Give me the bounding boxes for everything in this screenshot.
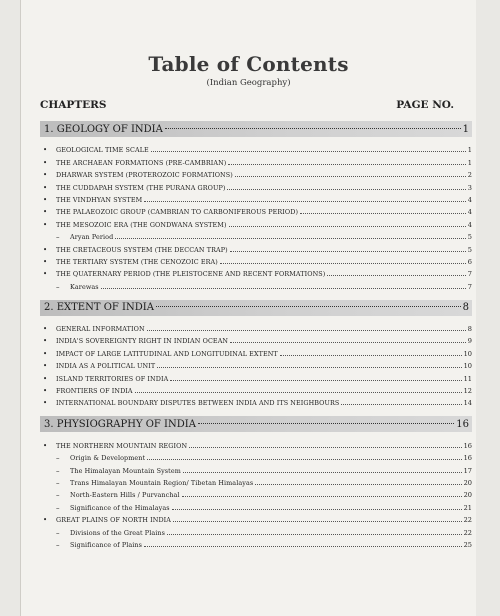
leader-dots <box>170 379 461 381</box>
entry-page-number: 14 <box>463 399 472 408</box>
toc-subentry <box>40 537 472 549</box>
entry-title: GEOLOGICAL TIME SCALE <box>56 146 149 155</box>
leader-dots <box>227 188 465 190</box>
entry-title: Aryan Period <box>70 233 114 242</box>
leader-dots <box>167 533 462 535</box>
leader-dots <box>165 127 461 129</box>
bullet-marker: • <box>43 441 48 450</box>
entry-page-number: 16 <box>463 454 472 463</box>
toc-entry <box>40 333 472 345</box>
entry-page-number: 16 <box>463 441 472 450</box>
entry-page-number: 25 <box>463 540 472 549</box>
leader-dots <box>198 422 454 424</box>
toc-subentry <box>40 450 472 462</box>
chapter-heading <box>40 300 472 316</box>
dash-marker: – <box>56 454 60 463</box>
entry-page-number: 4 <box>467 208 472 217</box>
leader-dots <box>115 237 466 239</box>
entry-page-number: 20 <box>463 478 472 487</box>
leader-dots <box>300 212 466 214</box>
leader-dots <box>156 305 461 307</box>
entry-page-number: 4 <box>467 220 472 229</box>
entry-title: THE ARCHAEAN FORMATIONS (PRE-CAMBRIAN) <box>56 158 227 167</box>
dash-marker: – <box>56 282 60 291</box>
bullet-marker: • <box>43 158 48 167</box>
toc-entry <box>40 254 472 266</box>
leader-dots <box>229 225 466 227</box>
toc-subentry <box>40 524 472 536</box>
entry-title: Significance of the Himalayas <box>70 503 170 512</box>
page-no-header: PAGE NO. <box>396 99 454 111</box>
toc-entry <box>40 370 472 382</box>
toc-entry <box>40 192 472 204</box>
entry-title: GREAT PLAINS OF NORTH INDIA <box>56 516 172 525</box>
leader-dots <box>101 287 466 289</box>
entry-page-number: 8 <box>467 325 472 334</box>
toc-subentry <box>40 475 472 487</box>
entry-title: ISLAND TERRITORIES OF INDIA <box>56 374 169 383</box>
entry-title: DHARWAR SYSTEM (PROTEROZOIC FORMATIONS) <box>56 171 233 180</box>
entry-page-number: 2 <box>467 171 472 180</box>
entry-title: THE CUDDAPAH SYSTEM (THE PURANA GROUP) <box>56 183 226 192</box>
leader-dots <box>189 446 461 448</box>
leader-dots <box>135 391 462 393</box>
leader-dots <box>235 175 466 177</box>
bullet-marker: • <box>43 374 48 383</box>
leader-dots <box>144 200 466 202</box>
entry-title: INDIA'S SOVEREIGNTY RIGHT IN INDIAN OCEAN <box>56 337 229 346</box>
bullet-marker: • <box>43 325 48 334</box>
bullet-marker: • <box>43 516 48 525</box>
toc-subentry <box>40 278 472 290</box>
entry-page-number: 1 <box>467 158 472 167</box>
entry-page-number: 9 <box>467 337 472 346</box>
bullet-marker: • <box>43 349 48 358</box>
dash-marker: – <box>56 466 60 475</box>
toc-entry <box>40 395 472 407</box>
entry-page-number: 22 <box>463 516 472 525</box>
entry-page-number: 7 <box>467 270 472 279</box>
chapter-page-number: 16 <box>456 418 469 430</box>
entry-page-number: 20 <box>463 491 472 500</box>
leader-dots <box>230 341 466 343</box>
leader-dots <box>327 274 465 276</box>
leader-dots <box>230 250 466 252</box>
dash-marker: – <box>56 503 60 512</box>
entry-page-number: 11 <box>463 374 472 383</box>
entry-page-number: 10 <box>463 362 472 371</box>
toc-entry <box>40 204 472 216</box>
chapter-page-number: 8 <box>462 302 469 314</box>
entry-title: INDIA AS A POLITICAL UNIT <box>56 362 156 371</box>
entry-page-number: 21 <box>463 503 472 512</box>
toc-entry <box>40 179 472 191</box>
chapter-heading <box>40 121 472 137</box>
entry-title: The Himalayan Mountain System <box>70 466 181 475</box>
entry-page-number: 12 <box>463 387 472 396</box>
bullet-marker: • <box>43 337 48 346</box>
leader-dots <box>220 262 466 264</box>
leader-dots <box>157 366 461 368</box>
leader-dots <box>147 458 461 460</box>
entry-page-number: 10 <box>463 349 472 358</box>
chapter-title: 3. PHYSIOGRAPHY OF INDIA <box>44 418 196 430</box>
toc-entry <box>40 512 472 524</box>
dash-marker: – <box>56 233 60 242</box>
toc-list <box>40 117 472 549</box>
page-subtitle: (Indian Geography) <box>206 78 291 88</box>
entry-title: THE PALAEOZOIC GROUP (CAMBRIAN TO CARBONIFEROUS PERIOD) <box>56 208 299 217</box>
bullet-marker: • <box>43 183 48 192</box>
toc-entry <box>40 437 472 449</box>
entry-page-number: 7 <box>467 282 472 291</box>
leader-dots <box>280 354 462 356</box>
leader-dots <box>172 508 462 510</box>
entry-page-number: 22 <box>463 528 472 537</box>
bullet-marker: • <box>43 257 48 266</box>
bullet-marker: • <box>43 208 48 217</box>
bullet-marker: • <box>43 146 48 155</box>
leader-dots <box>183 471 462 473</box>
entry-title: Karewas <box>70 282 99 291</box>
bullet-marker: • <box>43 245 48 254</box>
entry-title: FRONTIERS OF INDIA <box>56 387 133 396</box>
bullet-marker: • <box>43 399 48 408</box>
entry-page-number: 1 <box>467 146 472 155</box>
toc-entry <box>40 321 472 333</box>
toc-subentry <box>40 499 472 511</box>
toc-entry <box>40 358 472 370</box>
chapter-heading <box>40 416 472 432</box>
leader-dots <box>182 495 462 497</box>
section-spacer <box>40 291 472 296</box>
toc-entry <box>40 383 472 395</box>
leader-dots <box>144 545 462 547</box>
entry-title: Origin & Development <box>70 454 146 463</box>
toc-entry <box>40 266 472 278</box>
chapters-header: CHAPTERS <box>40 99 107 111</box>
entry-title: Trans Himalayan Mountain Region/ Tibetan Himalayas <box>70 478 254 487</box>
toc-entry <box>40 154 472 166</box>
bullet-marker: • <box>43 387 48 396</box>
toc-entry <box>40 142 472 154</box>
entry-page-number: 17 <box>463 466 472 475</box>
entry-title: IMPACT OF LARGE LATITUDINAL AND LONGITUDINAL EXTENT <box>56 349 278 358</box>
leader-dots <box>151 150 466 152</box>
entry-page-number: 6 <box>467 257 472 266</box>
toc-subentry <box>40 229 472 241</box>
entry-title: North-Eastern Hills / Purvanchal <box>70 491 180 500</box>
entry-title: THE TERTIARY SYSTEM (THE CENOZOIC ERA) <box>56 257 218 266</box>
dash-marker: – <box>56 491 60 500</box>
entry-title: THE VINDHYAN SYSTEM <box>56 195 143 204</box>
chapter-page-number: 1 <box>462 123 469 135</box>
leader-dots <box>147 329 466 331</box>
toc-subentry <box>40 462 472 474</box>
entry-title: THE MESOZOIC ERA (THE GONDWANA SYSTEM) <box>56 220 227 229</box>
entry-page-number: 5 <box>467 233 472 242</box>
toc-entry <box>40 216 472 228</box>
bullet-marker: • <box>43 195 48 204</box>
page-title: Table of Contents <box>148 52 349 76</box>
chapter-title: 1. GEOLOGY OF INDIA <box>44 123 163 135</box>
entry-title: THE QUATERNARY PERIOD (THE PLEISTOCENE AND RECENT FORMATIONS) <box>56 270 326 279</box>
bullet-marker: • <box>43 362 48 371</box>
entry-title: THE NORTHERN MOUNTAIN REGION <box>56 441 188 450</box>
toc-subentry <box>40 487 472 499</box>
entry-title: Significance of Plains <box>70 540 143 549</box>
leader-dots <box>255 483 461 485</box>
bullet-marker: • <box>43 220 48 229</box>
entry-page-number: 3 <box>467 183 472 192</box>
chapter-title: 2. EXTENT OF INDIA <box>44 302 154 314</box>
bullet-marker: • <box>43 270 48 279</box>
entry-title: Divisions of the Great Plains <box>70 528 166 537</box>
dash-marker: – <box>56 478 60 487</box>
leader-dots <box>228 163 465 165</box>
bullet-marker: • <box>43 171 48 180</box>
toc-entry <box>40 241 472 253</box>
toc-entry <box>40 345 472 357</box>
leader-dots <box>341 403 461 405</box>
section-spacer <box>40 407 472 412</box>
dash-marker: – <box>56 528 60 537</box>
entry-title: GENERAL INFORMATION <box>56 325 145 334</box>
entry-title: INTERNATIONAL BOUNDARY DISPUTES BETWEEN INDIA AND ITS NEIGHBOURS <box>56 399 340 408</box>
entry-page-number: 4 <box>467 195 472 204</box>
entry-page-number: 5 <box>467 245 472 254</box>
toc-entry <box>40 167 472 179</box>
document-page <box>20 0 476 616</box>
dash-marker: – <box>56 540 60 549</box>
entry-title: THE CRETACEOUS SYSTEM (THE DECCAN TRAP) <box>56 245 228 254</box>
leader-dots <box>173 520 462 522</box>
